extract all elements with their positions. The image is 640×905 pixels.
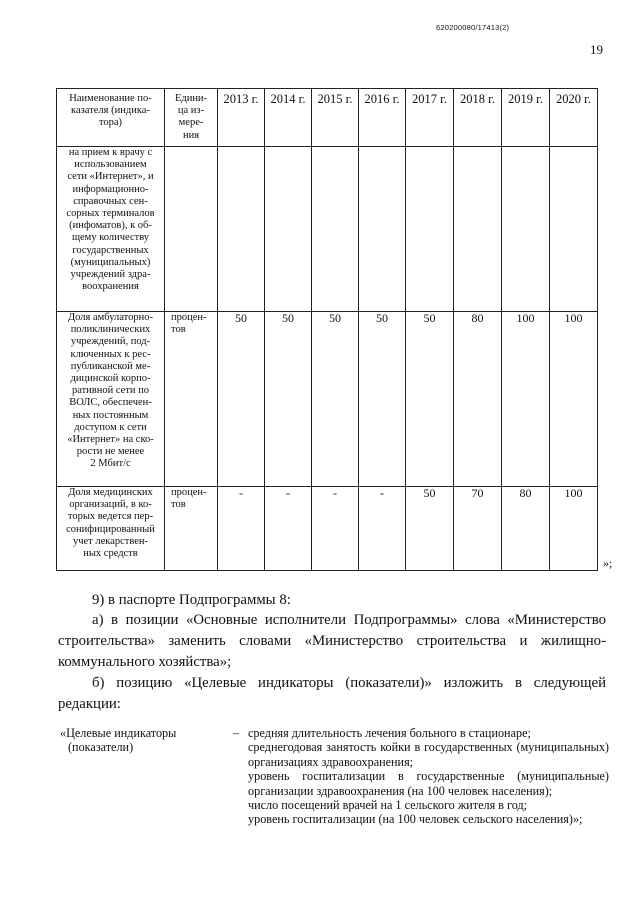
value-cell [502, 147, 550, 312]
value-cell: 50 [312, 312, 359, 487]
column-header-year: 2017 г. [406, 89, 454, 147]
value-cell: 50 [265, 312, 312, 487]
list-item: уровень госпитализации (на 100 человек сельского населения)»; [248, 812, 583, 827]
document-id: 620200080/17413(2) [436, 23, 510, 32]
indicator-unit [165, 147, 218, 312]
table-row [57, 312, 598, 487]
indicators-list [248, 726, 609, 827]
column-header-year: 2020 г. [550, 89, 598, 147]
value-cell: 50 [406, 487, 454, 571]
value-cell [218, 147, 265, 312]
list-item: уровень госпитализации в государственные (муниципальные) организации здравоохранения (на 100 человек населения); [248, 769, 609, 798]
paragraph-item-a: а) в позиции «Основные исполнители Подпрограммы» слова «Министерство строительства» заменить словами «Министерство строительства и жилищно-коммунального хозяйства»; [58, 612, 606, 670]
dash-separator: – [233, 726, 240, 740]
page-number: 19 [590, 42, 603, 57]
list-item: средняя длительность лечения больного в стационаре; [248, 726, 531, 740]
indicators-label [60, 726, 176, 755]
value-cell [359, 147, 406, 312]
column-header-unit: Едини- ца из- мере- ния [165, 89, 218, 147]
value-cell: 100 [550, 312, 598, 487]
indicator-unit: процен- тов [165, 487, 218, 571]
list-item: среднегодовая занятость койки в государственных (муниципальных) организациях здравоохранения; [248, 740, 609, 769]
column-header-year: 2018 г. [454, 89, 502, 147]
column-header-name: Наименование по- казателя (индика- тора) [57, 89, 165, 147]
column-header-year: 2019 г. [502, 89, 550, 147]
indicator-name: Доля амбулаторно- поликлинических учреждений, под- ключенных к рес- публиканской ме- дицинской корпо- ративной сети по ВОЛС, обеспечен- ных постоянным доступом к сети «Интернет» на ско- рости не менее 2 Мбит/с [57, 312, 165, 487]
indicators-label-line: (показатели) [68, 740, 134, 755]
value-cell: - [359, 487, 406, 571]
value-cell [312, 147, 359, 312]
value-cell: - [265, 487, 312, 571]
value-cell: 100 [550, 487, 598, 571]
value-cell: 50 [359, 312, 406, 487]
column-header-year: 2016 г. [359, 89, 406, 147]
value-cell: 100 [502, 312, 550, 487]
list-item: число посещений врачей на 1 сельского жителя в год; [248, 798, 528, 813]
indicator-unit: процен- тов [165, 312, 218, 487]
value-cell: 50 [406, 312, 454, 487]
indicators-table [56, 88, 598, 571]
column-header-year: 2014 г. [265, 89, 312, 147]
value-cell: 80 [454, 312, 502, 487]
table-header-row [57, 89, 598, 147]
indicators-label-line: «Целевые индикаторы [60, 726, 177, 740]
column-header-year: 2013 г. [218, 89, 265, 147]
value-cell: 50 [218, 312, 265, 487]
table-row [57, 487, 598, 571]
value-cell [550, 147, 598, 312]
table-row [57, 147, 598, 312]
value-cell: - [218, 487, 265, 571]
indicator-name: Доля медицинских организаций, в ко- торых ведется пер- сонифицированный учет лекарствен- ных средств [57, 487, 165, 571]
value-cell [406, 147, 454, 312]
value-cell [454, 147, 502, 312]
value-cell: 80 [502, 487, 550, 571]
paragraph-item-b: б) позицию «Целевые индикаторы (показатели)» изложить в следующей редакции: [58, 675, 606, 712]
column-header-year: 2015 г. [312, 89, 359, 147]
value-cell: 70 [454, 487, 502, 571]
value-cell: - [312, 487, 359, 571]
value-cell [265, 147, 312, 312]
indicator-name: на прием к врачу с использованием сети «Интернет», и информационно- справочных сен- сорных терминалов (инфоматов), к об- щему количеству государственных (муниципальных) учреждений здра- воохранения [57, 147, 165, 312]
paragraph-item-9: 9) в паспорте Подпрограммы 8: [92, 592, 291, 608]
table-closing-quote: »; [603, 556, 613, 570]
